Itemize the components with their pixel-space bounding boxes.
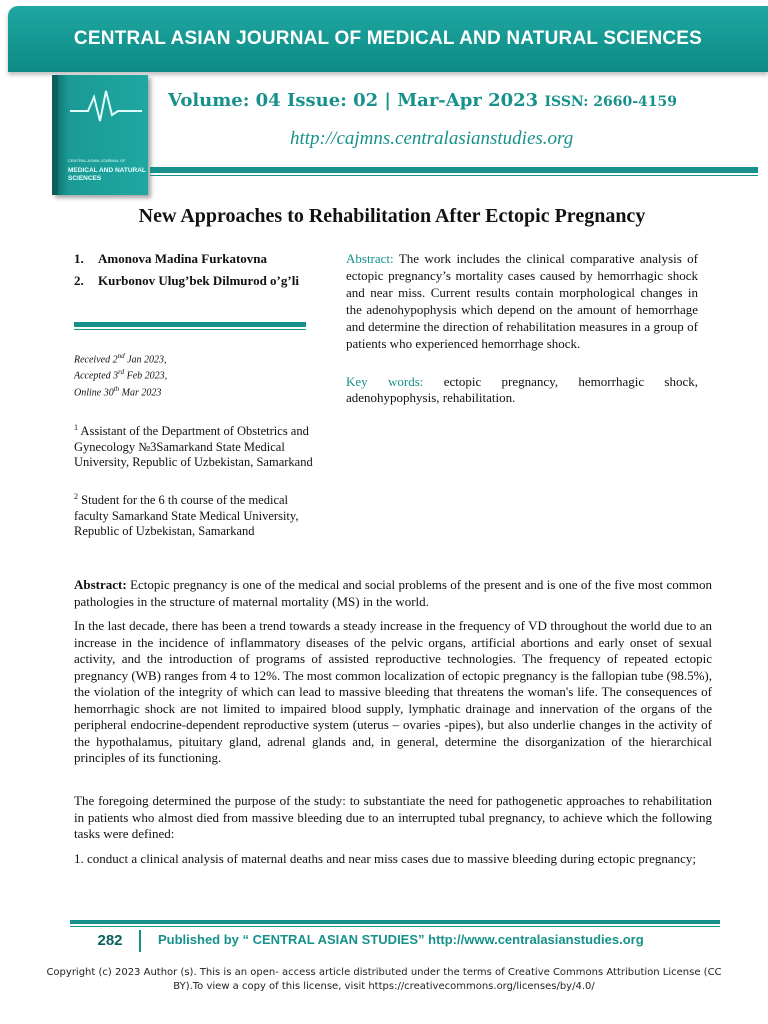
author-item [74,250,314,268]
page-number: 282 [97,932,123,949]
affiliation-1: $^1$ Assistant of the Department of Obstetrics and Gynecology №3Samarkand State Medical University, Republic of Uzbekistan, Samarkand [74,423,313,470]
published-by: Published by “ CENTRAL ASIAN STUDIES” http://www.centralasianstudies.org [158,932,644,947]
keywords-text: ectopic pregnancy, hemorrhagic shock, adenohypophysis, rehabilitation. [346,374,698,405]
author-divider [74,322,306,327]
page-number-divider [139,930,141,952]
footer-divider-thin [70,926,720,927]
footer-divider [70,920,720,924]
article-title: New Approaches to Rehabilitation After Ectopic Pregnancy [138,205,646,227]
accepted-date: Accepted 3rd Feb 2023, [74,368,168,382]
journal-cover-image [52,75,148,195]
author-number: 1. [74,251,84,266]
volume-issue [168,90,677,111]
header-divider-thin [150,175,758,176]
author-item [74,272,314,290]
abstract-text: The work includes the clinical comparative analysis of ectopic pregnancy’s mortality cases caused by hemorrhagic shock and near miss. Current results contain morphological changes in the adenohypophysis which depend on the amount of hemorrhage and determine the direction of rehabilitation measures in a group of patients who experienced hemorrhage shock. [346,251,698,351]
volume-text: Volume: 04 Issue: 02 | Mar-Apr 2023 [168,90,539,111]
author-name: Kurbonov Ulug’bek Dilmurod o’g’li [98,273,299,288]
cover-text-main: MEDICAL AND NATURAL SCIENCES [68,167,146,182]
body-paragraph: 1. conduct a clinical analysis of maternal deaths and near miss cases due to massive bleeding during ectopic pregnancy; [74,851,696,866]
received-date: Received 2nd Jan 2023, [74,352,167,366]
abstract-box [346,250,698,352]
author-name: Amonova Madina Furkatovna [98,251,268,266]
body-paragraph: In the last decade, there has been a trend towards a steady increase in the frequency of VD throughout the world due to an increase in the incidence of inflammatory diseases of the pelvic organs, artificial abortions and early onset of sexual activity, and the introduction of programs of assisted reproductive technologies. The frequency of repeated ectopic pregnancy (WB) ranges from 4 to 12%. The most common localization of ectopic pregnancy is the fallopian tube (98.5%), the violation of the integrity of which can lead to massive bleeding that threatens the woman's life. The consequences of hemorrhagic shock are not limited to impaired blood supply, lymphatic drainage and innervation of the organs of the peripheral endocrine-dependent reproductive system (uterus – ovaries -pipes), but also underlie changes in the activity of the hypothalamus, pituitary gland, adrenal glands and, in general, determine the disorganization of the hierarchical principles of its functioning. [74,618,712,765]
keywords-label: Key words: [346,374,424,389]
cover-text-small: CENTRAL ASIAN JOURNAL OF [68,158,126,163]
body-paragraph: The foregoing determined the purpose of the study: to substantiate the need for pathogenetic approaches to rehabilitation in patients who almost died from massive bleeding due to an interrupted tubal pregnancy, to achieve which the following tasks were defined: [74,793,712,841]
journal-title: CENTRAL ASIAN JOURNAL OF MEDICAL AND NATURAL SCIENCES [73,28,703,49]
body-abstract-label: Abstract: [74,577,127,592]
body-paragraph: Abstract: Ectopic pregnancy is one of the medical and social problems of the present and is one of the five most common pathologies in the structure of maternal mortality (MS) in the world. [74,577,712,609]
journal-url[interactable]: http://cajmns.centralasianstudies.org [290,128,574,149]
copyright-notice: Copyright (c) 2023 Author (s). This is an open- access article distributed under the terms of Creative Commons Attribution License (CC BY).To view a copy of this license, visit https://creativecommons.org/licenses/by/4.0/ [46,967,722,992]
issn-text: ISSN: 2660-4159 [544,94,678,110]
heartbeat-icon [70,87,142,127]
author-list [74,250,314,294]
author-divider-thin [74,329,306,330]
keywords [346,374,698,406]
author-number: 2. [74,273,84,288]
article-dates [74,350,167,399]
online-date: Online 30th Mar 2023 [74,384,162,398]
affiliation-2: $^2$ Student for the 6 th course of the medical faculty Samarkand State Medical University, Republic of Uzbekistan, Samarkand [74,492,299,539]
cover-text [68,157,148,183]
header-divider [150,167,758,173]
abstract-label: Abstract: [346,251,394,266]
